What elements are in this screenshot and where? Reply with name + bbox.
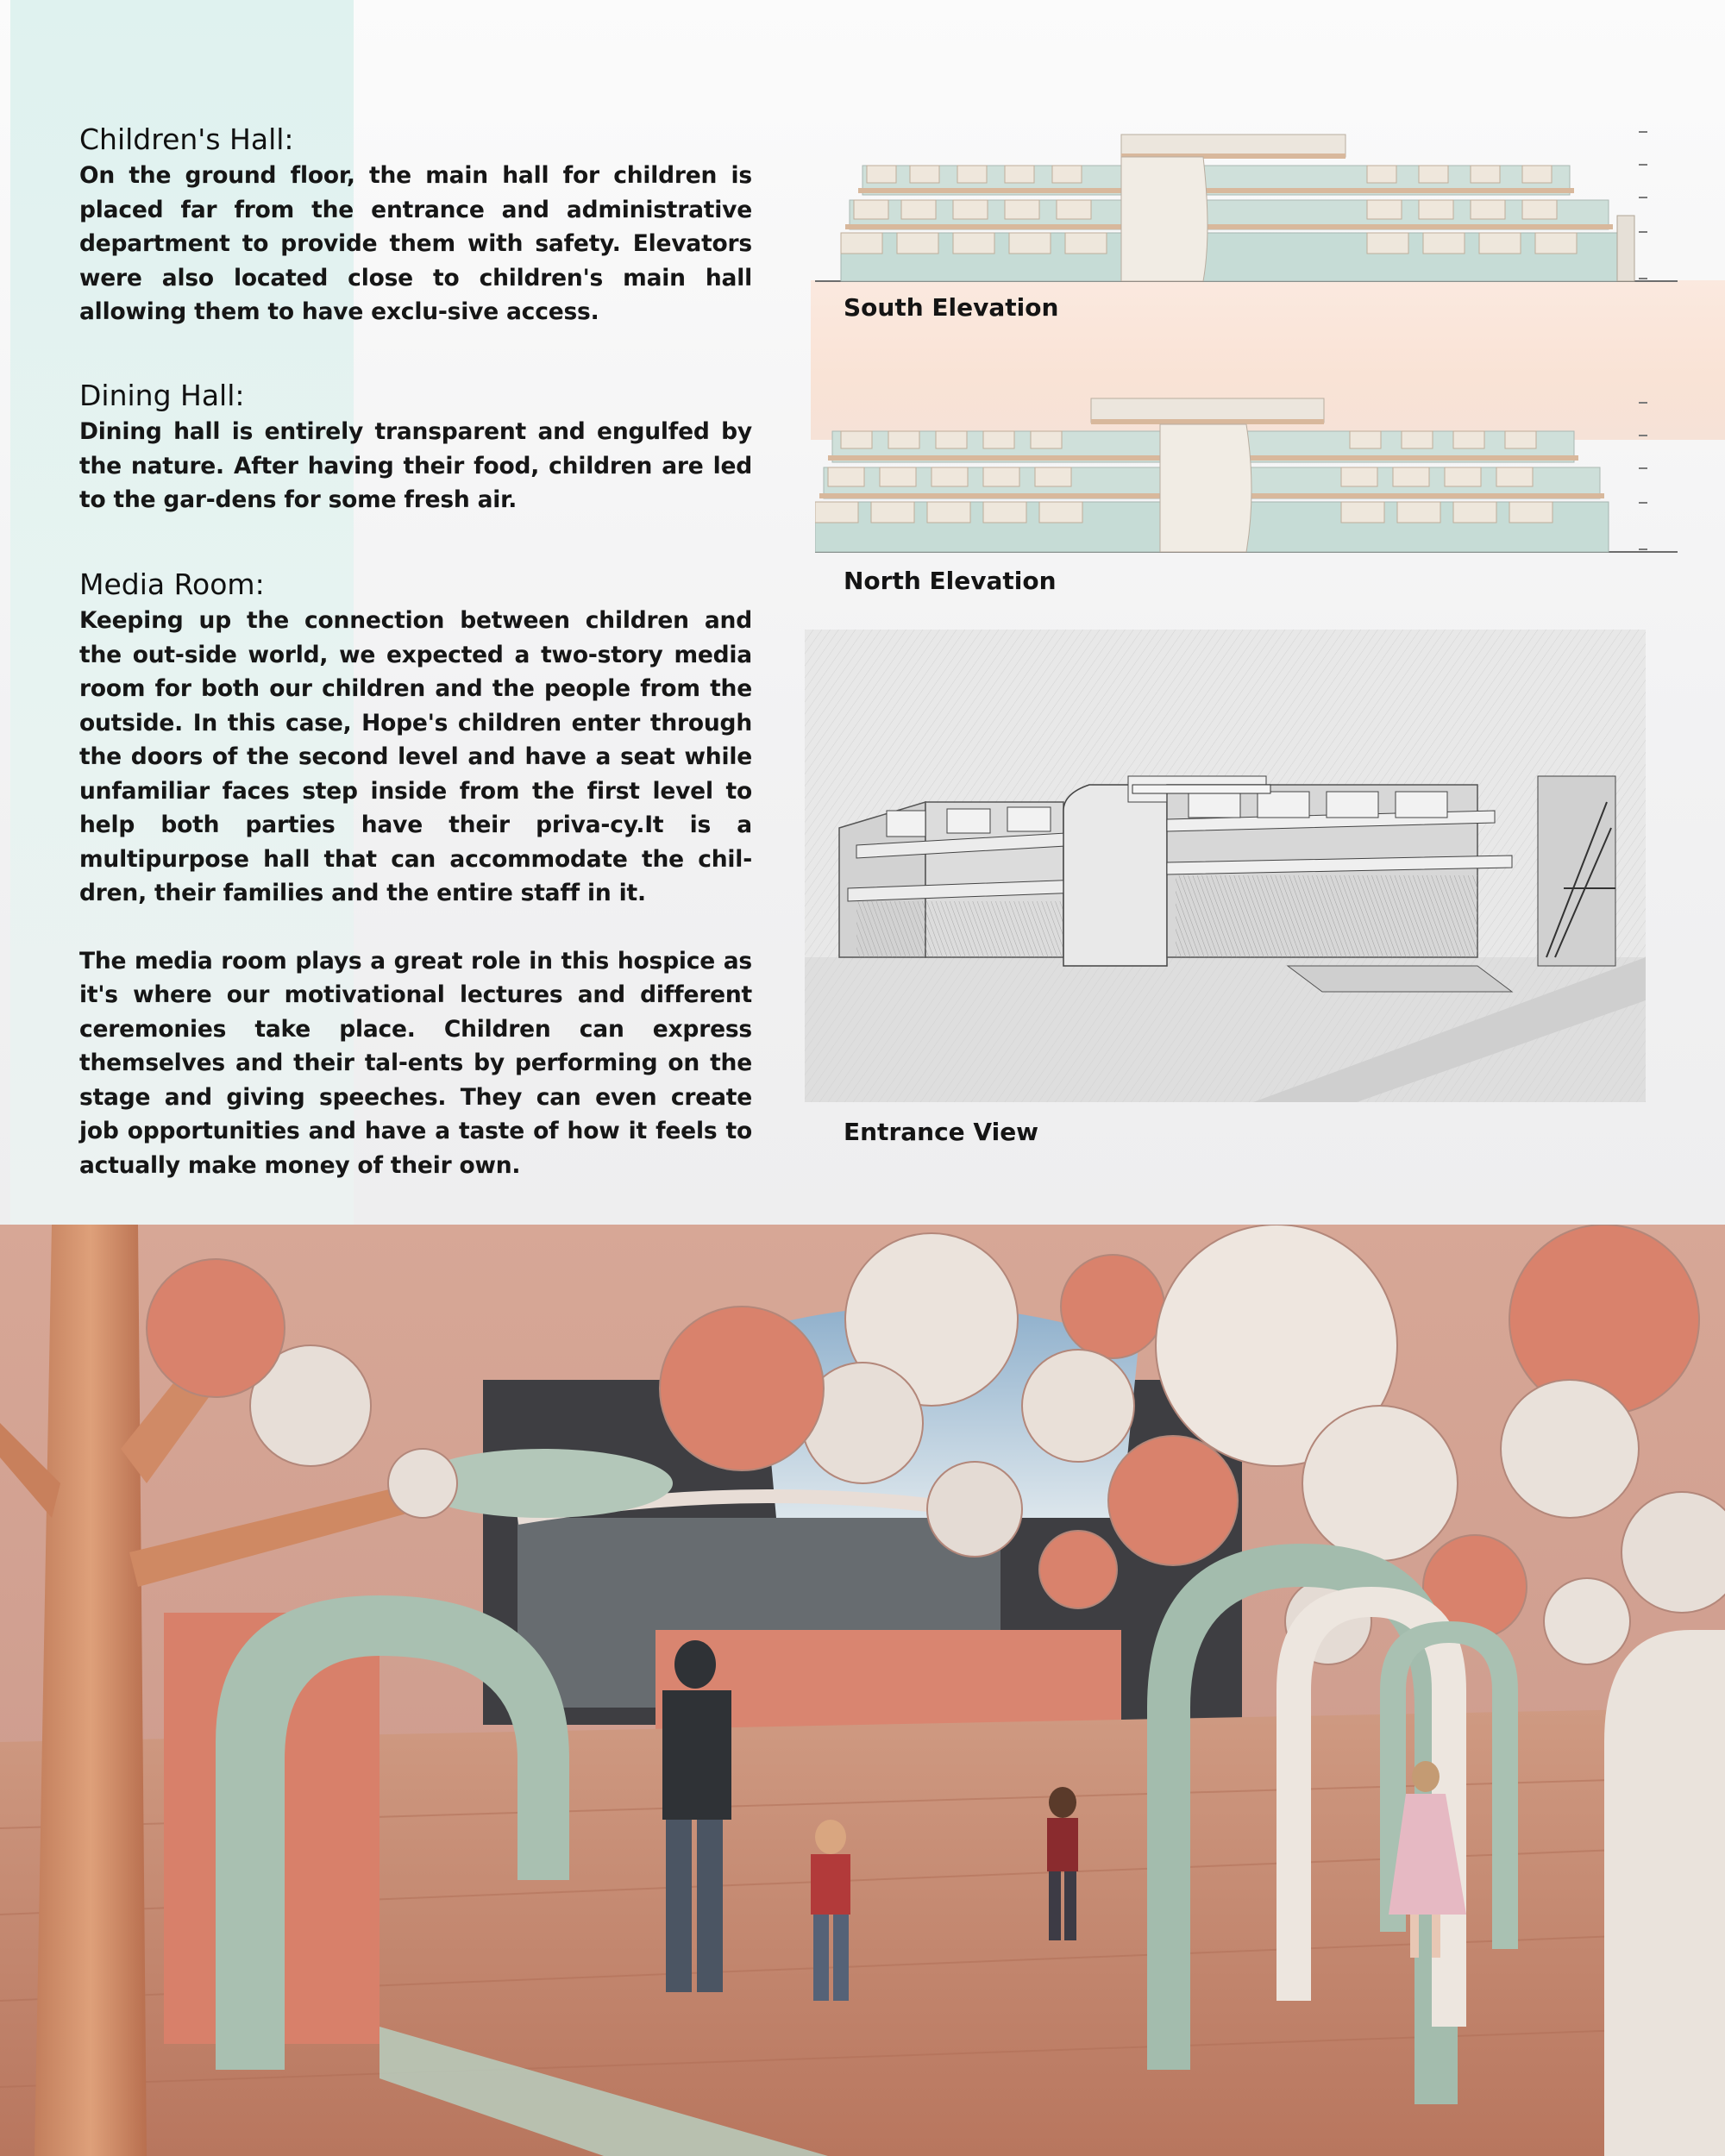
section-media-room (79, 566, 752, 1182)
section-heading: Media Room: (79, 567, 265, 601)
section-paragraph: Keeping up the connection between children and the out-side world, we expected a two-story media room for both our children and the people from the outside. In this case, Hope's children enter through the doors of the second level and have a seat while unfamiliar faces step inside from the first level to help both parties have their priva-cy.It is a multipurpose hall that can accommodate the chil-dren, their families and the entire staff in it. (79, 607, 752, 906)
north-elevation-caption: North Elevation (844, 567, 1057, 595)
section-paragraph: The media room plays a great role in this hospice as it's where our motivational lectures and different ceremonies take place. Children can express themselves and their tal-ents by performing on the stage and giving speeches. They can even create job opportunities and have a taste of how it feels to actually make money of their own. (79, 947, 752, 1179)
section-childrens-hall (79, 121, 752, 329)
interior-render (0, 1225, 1725, 2156)
entrance-view-sketch (805, 630, 1646, 1102)
entrance-view-caption: Entrance View (844, 1118, 1039, 1146)
section-heading: Children's Hall: (79, 122, 294, 156)
section-dining-hall (79, 377, 752, 517)
section-heading: Dining Hall: (79, 379, 245, 412)
north-elevation-drawing (815, 397, 1678, 556)
south-elevation-drawing (815, 129, 1678, 289)
section-paragraph: On the ground floor, the main hall for children is placed far from the entrance and administrative department to provide them with safety. Elevators were also located close to children's main hall allowing them to have exclu-sive access. (79, 162, 752, 325)
section-paragraph: Dining hall is entirely transparent and engulfed by the nature. After having their food, children are led to the gar-dens for some fresh air. (79, 418, 752, 513)
south-elevation-caption: South Elevation (844, 293, 1059, 322)
